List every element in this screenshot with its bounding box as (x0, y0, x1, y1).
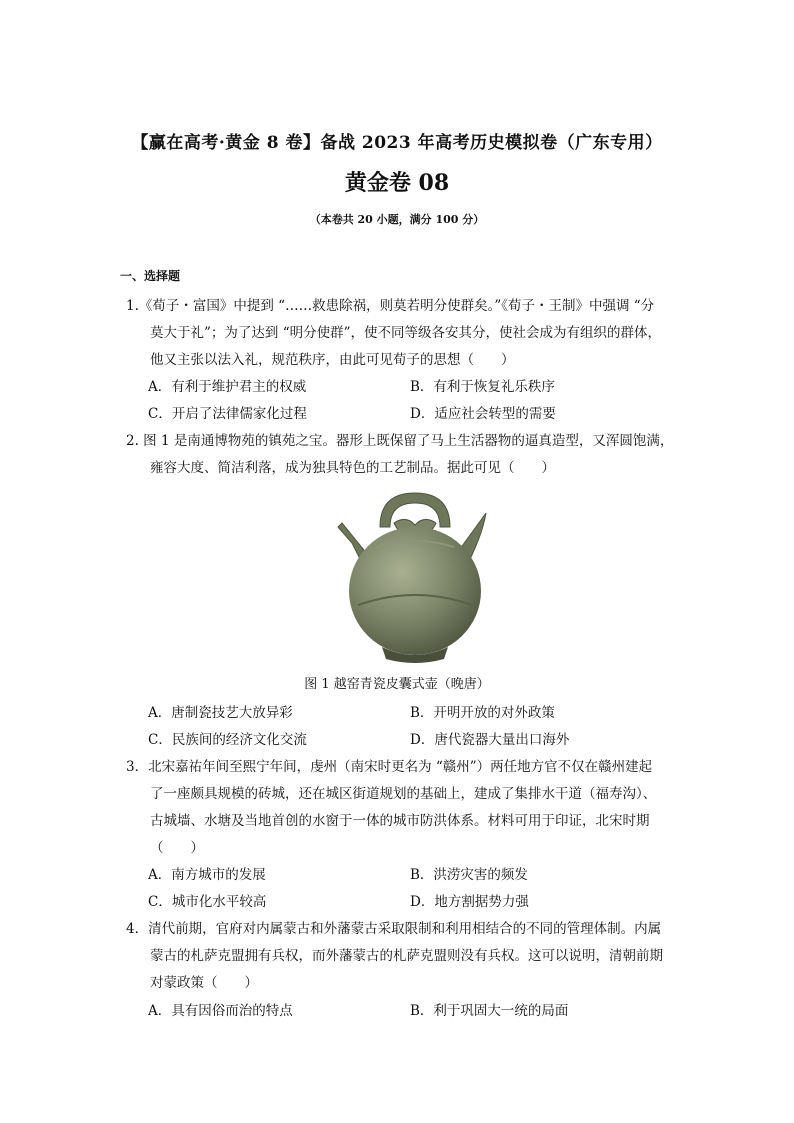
paper-subtitle: 黄金卷 08 (344, 170, 450, 196)
celadon-flask-image (336, 487, 494, 665)
q3-line-1: 3．北宋嘉祐年间至熙宁年间，虔州（南宋时更名为 “赣州”）两任地方官不仅在赣州建起 (126, 759, 653, 775)
q4-line-2: 蒙古的札萨克盟拥有兵权，而外藩蒙古的札萨克盟则没有兵权。这可以说明，清朝前期 (150, 948, 663, 964)
q4-option-a: A．具有因俗而治的特点 (148, 1003, 293, 1019)
q3-option-a: A．南方城市的发展 (148, 867, 266, 883)
q3-option-c: C．城市化水平较高 (148, 894, 267, 910)
q1-option-c: C．开启了法律儒家化过程 (148, 406, 307, 422)
q3-option-b: B．洪涝灾害的频发 (410, 867, 528, 883)
q1-option-a: A．有利于维护君主的权威 (148, 379, 307, 395)
q1-line-2: 莫大于礼”；为了达到 “明分使群”，使不同等级各安其分，使社会成为有组织的群体， (150, 325, 661, 341)
q3-option-d: D．地方割据势力强 (410, 894, 529, 910)
q2-line-2: 雍容大度、简洁利落，成为独具特色的工艺制品。据此可见（ ） (150, 460, 555, 476)
q2-option-a: A．唐制瓷技艺大放异彩 (148, 705, 293, 721)
q3-line-4: （ ） (150, 840, 204, 856)
q4-line-3: 对蒙政策（ ） (150, 975, 258, 991)
q2-option-d: D．唐代瓷器大量出口海外 (410, 732, 570, 748)
q1-option-b: B．有利于恢复礼乐秩序 (410, 379, 555, 395)
q3-line-2: 了一座颇具规模的砖城，还在城区街道规划的基础上，建成了集排水干道（福寿沟）、 (150, 786, 657, 802)
exam-title: 【赢在高考·黄金 8 卷】备战 2023 年高考历史模拟卷（广东专用） (131, 133, 663, 153)
q4-line-1: 4．清代前期，官府对内属蒙古和外藩蒙古采取限制和利用相结合的不同的管理体制。内属 (126, 921, 662, 937)
q1-line-3: 他又主张以法入礼，规范秩序，由此可见荀子的思想（ ） (150, 352, 515, 368)
section-heading: 一、选择题 (120, 269, 181, 283)
q2-option-c: C．民族间的经济文化交流 (148, 732, 307, 748)
q1-line-1: 1.《荀子・富国》中提到 “……救患除祸，则莫若明分使群矣。”《荀子・王制》中强调 “分 (126, 298, 655, 314)
q1-option-d: D．适应社会转型的需要 (410, 406, 556, 422)
q3-line-3: 古城墙、水塘及当地首创的水窗于一体的城市防洪体系。材料可用于印证，北宋时期 (150, 813, 650, 829)
figure-caption: 图 1 越窑青瓷皮囊式壶（晚唐） (304, 677, 490, 692)
q4-option-b: B．利于巩固大一统的局面 (410, 1003, 569, 1019)
paper-note: （本卷共 20 小题，满分 100 分） (309, 213, 485, 226)
q2-line-1: 2. 图 1 是南通博物苑的镇苑之宝。器形上既保留了马上生活器物的逼真造型，又浑圆饱满， (126, 433, 674, 449)
q2-option-b: B．开明开放的对外政策 (410, 705, 555, 721)
